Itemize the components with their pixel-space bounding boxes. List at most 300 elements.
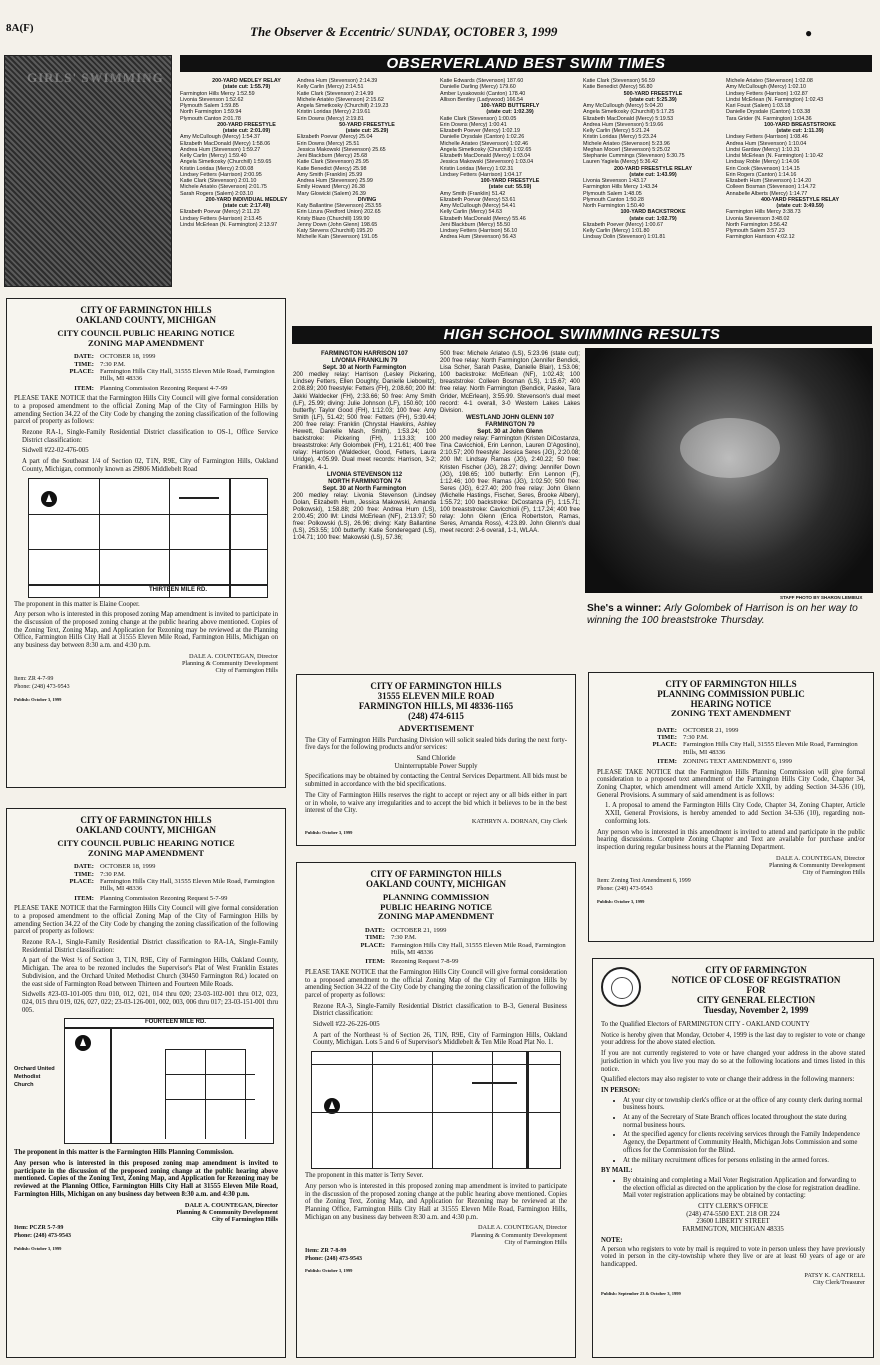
notice-salutation: To the Qualified Electors of FARMINGTON CITY - OAKLAND COUNTY bbox=[601, 1021, 810, 1028]
place-field: PLACE: Farmington Hills City Hall, 31555 Eleven Mile Road, Farmington Hills, MI 48336 bbox=[360, 941, 566, 956]
swim-time-entry: Katie Clark (Stevenson) 56.59 bbox=[583, 78, 655, 84]
swim-times-column-1 bbox=[180, 78, 313, 318]
swim-time-entry: Erin Downs (Mercy) 2:19.81 bbox=[297, 115, 364, 122]
swim-time-entry: Michelle Kain (Stevenson) 191.05 bbox=[297, 234, 378, 241]
bullet-icon: ● bbox=[805, 26, 813, 40]
meet-date: Sept. 30 at North Farmington bbox=[322, 364, 407, 372]
notice-title: CITY OF FARMINGTON HILLS bbox=[80, 815, 212, 825]
swim-time-entry: Amy McCullough (Mercy) 1:54.37 bbox=[180, 134, 260, 141]
swim-time-entry: Angela Simetkosky (Churchill) 1:02.65 bbox=[440, 146, 532, 153]
notice-body: Qualified electors may also register to vote or change their address in the following manners: bbox=[601, 1076, 855, 1084]
notice-body: Notice is hereby given that Monday, October 4, 1999 is the last day to register to vote or change your address for the above stated election. bbox=[601, 1031, 865, 1047]
item-line: Item: ZR 4-7-99 bbox=[14, 676, 54, 683]
swim-time-entry: Andrea Hum (Stevenson) 1:59.27 bbox=[180, 146, 261, 153]
swim-time-entry: Andrea Hum (Stevenson) 25.99 bbox=[297, 178, 373, 184]
swim-time-entry: Colleen Bosman (Stevenson) 1:14.72 bbox=[726, 184, 816, 191]
swim-time-entry: Lauren Yagiela (Mercy) 5:36.42 bbox=[583, 159, 659, 166]
notice-body: PLEASE TAKE NOTICE that the Farmington Hills City Council will give formal consideration to a proposed amendment to the official Zoning Map of the City of Farmington Hills by amending Section 34.22 of the City Code by changing the zoning classification of the following parcel of property as follows: bbox=[14, 395, 278, 426]
swim-time-entry: Tara Grider (N. Farmington) 1:04.36 bbox=[726, 115, 812, 122]
swim-time-entry: Elizabeth Poever (Mercy) 1:00.67 bbox=[583, 221, 663, 228]
swim-time-entry: Lindsay Roble (Mercy) 1:14.06 bbox=[726, 159, 800, 166]
swim-time-entry: Michele Ariatéo (Stevenson) 2:01.75 bbox=[180, 184, 267, 191]
swim-time-entry: Michele Ariateo (Stevenson) 1:02.08 bbox=[726, 78, 813, 84]
swim-time-entry: Amber Lysakowski (Canton) 178.40 bbox=[440, 90, 526, 97]
swim-time-entry: Plymouth Canton 1:50.28 bbox=[583, 196, 644, 203]
swim-time-entry: Lindsey Fetters (Harrison) 1:08.46 bbox=[726, 134, 808, 141]
swim-time-entry: Danielle Darling (Mercy) 179.60 bbox=[440, 84, 516, 91]
swim-time-entry: Elizabeth Hum (Stevenson) 1:14.20 bbox=[726, 178, 812, 184]
church-label: Orchard United Methodist Church bbox=[14, 1066, 55, 1088]
page-header bbox=[0, 0, 880, 52]
event-heading: 400-YARD FREESTYLE RELAY bbox=[760, 196, 840, 203]
zoning-notice-3 bbox=[296, 862, 576, 1358]
map-area bbox=[14, 1018, 278, 1146]
swim-time-entry: Kelly Carlin (Mercy) 2:14.51 bbox=[297, 84, 364, 91]
item-line: Item: ZR 7-8-99 bbox=[305, 1247, 347, 1254]
event-heading: 200-YARD MEDLEY RELAY bbox=[212, 78, 281, 84]
map-road bbox=[65, 1027, 274, 1029]
notice-title: CITY OF FARMINGTON HILLS bbox=[370, 869, 502, 879]
notice-subtitle: OAKLAND COUNTY, MICHIGAN bbox=[366, 879, 506, 889]
phone-line: Phone: (248) 473-9543 bbox=[305, 1255, 362, 1262]
photo-credit: STAFF PHOTO BY SHARON LEMIEUX bbox=[780, 595, 863, 600]
event-heading: (state cut: 25.29) bbox=[345, 128, 389, 134]
time-field: TIME: 7:30 P.M. bbox=[74, 870, 126, 878]
date-field: DATE: OCTOBER 18, 1999 bbox=[73, 353, 156, 361]
notice-heading: FOR bbox=[746, 985, 766, 995]
swim-time-entry: Michele Ariatéo (Stevenson) 2:15.62 bbox=[297, 96, 384, 103]
zoning-notice-1 bbox=[6, 298, 286, 788]
event-heading: 200-YARD INDIVIDUAL MEDLEY bbox=[205, 196, 288, 203]
signature-block: DALE A. COUNTEGAN, Director Planning & Community Development City of Farmington Hills bbox=[181, 652, 278, 675]
notice-body: Specifications may be obtained by contacting the Central Services Department. All bids must be submitted in accordance with the bid specifications. bbox=[305, 773, 567, 789]
caption-text: Arly Golombek of Harrison is on her way to winning the 100 breaststroke Thursday. bbox=[587, 603, 858, 626]
item-field: ITEM: Planning Commission Rezoning Request 5-7-99 bbox=[74, 894, 228, 902]
notice-sidwell: Sidwells #23-03-101-005 thru 010, 012, 021, 014 thru 020; 23-03-102-001 thru 012, 023, 024, 015 thru 019, 026, 027, 022; 23-03-126-001, 002, 003, 006 thru 017; 23-03-151-001 thru 005. bbox=[22, 991, 278, 1014]
notice-heading: ADVERTISEMENT bbox=[398, 723, 474, 733]
swim-time-entry: Lindsi Gardaw (Mercy) 1:10.31 bbox=[726, 146, 800, 153]
map-road-label: FOURTEEN MILE RD. bbox=[145, 1019, 206, 1026]
notice-sidwell: Sidwell #22-26-226-005 bbox=[313, 1021, 380, 1029]
publish-line: Publish: October 3, 1999 bbox=[597, 898, 645, 904]
meet-title: WESTLAND JOHN GLENN 107 bbox=[465, 413, 555, 421]
zoning-map bbox=[311, 1051, 561, 1169]
notice-address: 31555 ELEVEN MILE ROAD bbox=[377, 691, 495, 701]
swim-time-entry: North Farmington 3:56.42 bbox=[726, 221, 788, 228]
swim-time-entry: Erin Lizura (Redford Union) 202.65 bbox=[297, 209, 381, 216]
swim-time-entry: Kristin Loridas (Mercy) 2:19.61 bbox=[297, 109, 371, 116]
swim-time-entry: Amy McCullough (Mercy) 1:02.10 bbox=[726, 84, 806, 91]
item-line: Item: PCZR 5-7-99 bbox=[14, 1225, 64, 1232]
swim-time-entry: Kari Foust (Salem) 1:03.18 bbox=[726, 103, 791, 109]
swim-team-photo bbox=[4, 55, 172, 287]
phone-line: Phone: (248) 473-9543 bbox=[597, 885, 653, 892]
swim-time-entry: Kelly Carlin (Mercy) 1:01.80 bbox=[583, 228, 650, 234]
phone-line: Phone: (248) 473-9543 bbox=[14, 684, 70, 691]
map-road bbox=[99, 479, 100, 598]
notice-subtitle: OAKLAND COUNTY, MICHIGAN bbox=[76, 315, 216, 325]
masthead: The Observer & Eccentric/ SUNDAY, OCTOBER 3, 1999 bbox=[250, 24, 558, 39]
swim-time-entry: Elizabeth Poevar (Mercy) 53.61 bbox=[440, 196, 516, 203]
map-lot-line bbox=[372, 1052, 373, 1169]
city-seal-icon bbox=[601, 967, 641, 1007]
swim-time-entry: Kristy Blazo (Churchill) 199.90 bbox=[297, 215, 370, 222]
notice-proponent: The proponent in this matter is the Farmington Hills Planning Commission. bbox=[14, 1149, 234, 1157]
swim-time-entry: Elizabeth MacDonald (Mercy) 1:58.06 bbox=[180, 140, 271, 147]
swim-time-entry: Amy Smith (Franklin) 25.99 bbox=[297, 171, 363, 178]
swim-time-entry: Erin Downs (Mercy) 1:00.41 bbox=[440, 121, 507, 128]
notice-title: CITY OF FARMINGTON bbox=[705, 965, 807, 975]
event-heading: (state cut: 1:02.79) bbox=[629, 215, 677, 222]
notice-subtitle: PLANNING COMMISSION PUBLIC bbox=[657, 689, 805, 699]
notice-body: The City of Farmington Hills reserves the right to accept or reject any or all bids either in part or in whole, to waive any irregularities and to accept the bid which it believes to be in the best interest of the City. bbox=[305, 791, 567, 815]
map-lot-line bbox=[432, 1052, 433, 1169]
map-road bbox=[526, 1052, 529, 1169]
swim-time-entry: Lindsey Fetters (Harrison) 1:04.17 bbox=[440, 171, 522, 178]
hs-results-banner: HIGH SCHOOL SWIMMING RESULTS bbox=[292, 326, 872, 344]
notice-body: A part of the Southeast 1/4 of Section 02, T1N, R9E, City of Farmington Hills, Oakland County, Michigan, commonly known as 29806 Middlebelt Road bbox=[22, 458, 278, 473]
notice-heading: CITY COUNCIL PUBLIC HEARING NOTICE bbox=[57, 838, 235, 848]
map-lot-line bbox=[165, 1074, 255, 1075]
swim-time-entry: Plymouth Salem 1:59.85 bbox=[180, 103, 239, 109]
notice-proponent: The proponent in this matter is Terry Sever. bbox=[305, 1172, 424, 1180]
swim-time-entry: Livonia Stevenson 3:48.02 bbox=[726, 215, 790, 222]
event-heading: (state cut: 1:43.99) bbox=[629, 171, 677, 178]
event-heading: (state cut: 1:02.39) bbox=[486, 109, 534, 116]
publish-line: Publish: October 3, 1999 bbox=[14, 696, 62, 702]
swim-time-entry: Jessica Makowski (Stevenson) 1:03.04 bbox=[440, 159, 534, 166]
event-heading: 500-YARD FREESTYLE bbox=[623, 90, 683, 97]
signature-block: DALE A. COUNTEGAN, Director Planning & Community Development City of Farmington Hills bbox=[176, 1201, 278, 1223]
swim-time-entry: North Farmington 1:50.40 bbox=[583, 203, 645, 209]
hs-results-column-1 bbox=[293, 350, 436, 690]
notice-body: Rezone RA-3, Single-Family Residential District classification to B-3, General Business District classification: bbox=[313, 1002, 567, 1018]
swim-time-entry: Lindsey Fetters (Harrison) 1:02.87 bbox=[726, 90, 808, 97]
swim-time-entry: Kristin Loridas (Mercy) 1:02.31 bbox=[440, 165, 514, 172]
notice-heading: ZONING TEXT AMENDMENT bbox=[670, 708, 791, 718]
swim-time-entry: Plymouth Salem 3:57.23 bbox=[726, 228, 785, 234]
map-parcel-edge bbox=[472, 1082, 517, 1084]
zoning-map bbox=[64, 1018, 274, 1144]
swim-time-entry: Danielle Drysdale (Canton) 1:03.38 bbox=[726, 109, 811, 116]
event-heading: (state cut: 1:11.39) bbox=[776, 128, 824, 134]
notice-phone: (248) 474-6115 bbox=[408, 711, 464, 721]
swim-time-entry: North Farmington 1:59.94 bbox=[180, 109, 242, 116]
swim-time-entry: Lindsey Fetters (Harrison) 2:00.95 bbox=[180, 171, 262, 178]
event-heading: (state cut: 2:01.09) bbox=[222, 128, 271, 134]
place-field: PLACE: Farmington Hills City Hall, 31555 Eleven Mile Road, Farmington Hills, MI 48336 bbox=[69, 878, 275, 893]
photo-caption bbox=[587, 603, 872, 627]
map-lot-line bbox=[245, 1049, 246, 1139]
map-lot-line bbox=[312, 1112, 561, 1113]
map-road bbox=[169, 479, 170, 598]
notice-body: If you are not currently registered to vote or have changed your address in the above stated jurisdiction in which you live you may do so at the following locations and times listed in this notice. bbox=[601, 1050, 865, 1073]
clerk-address: CITY CLERK'S OFFICE (248) 474-5500 EXT. 218 OR 224 23600 LIBERTY STREET FARMINGTON, MICHIGAN 48335 bbox=[682, 1203, 784, 1234]
list-item: • At the military recruitment offices for persons enlisting in the armed forces. bbox=[623, 1157, 865, 1165]
swim-time-entry: Kelly Carlin (Mercy) 5:21.24 bbox=[583, 128, 650, 134]
swim-time-entry: Farmington Hills Mercy 3:38.73 bbox=[726, 209, 801, 216]
event-heading: 200-YARD FREESTYLE RELAY bbox=[613, 165, 693, 172]
notice-title: CITY OF FARMINGTON HILLS bbox=[370, 681, 502, 691]
swim-time-entry: Meghan Mocerl (Stevenson) 5:25.02 bbox=[583, 146, 671, 153]
event-heading: (state cut: 3:49.59) bbox=[776, 203, 824, 209]
meet-results: 200 medley relay: Farmington (Kristen DiCostanza, Tina Cavicchioli, Erin Lennon, Lauren D'Agostino), 2:10.57; 200 freestyle: Jessica Seres (JG), 2:20.08; 200 IM: Lindsay Ramas (JG), 2:40.22; 50 free: Kristen Fischer (JG), 28.27; diving: Jennifer Down (JG), 198.65; 100 butterfly: Erin Lennon (F), 1:12.46; 100 free: Ramas (JG), 1:02.50; 500 free: Seres (JG), 6:27.40; 200 free relay: John Glenn (Michelle Hastings, Fischer, Seres, Brooke Albery), 1:55.72; 100 backstroke: DiCostanza (F), 1:15.71; 100 breaststroke: Cavicchioli (F), 1:17.24; 400 free relay: John Glenn (Erica Robertston, Ramas, Seres, Amanda Ross), 4:23.89. John Glenn's dual meet record: 2-6 overall, 1-1, WLAA. bbox=[440, 435, 580, 535]
swim-time-entry: Annabelle Alberts (Mercy) 1:14.77 bbox=[726, 190, 808, 197]
swim-time-entry: Lindsay Dolin (Stevenson) 1:01.81 bbox=[583, 234, 666, 241]
swim-time-entry: Farmington Harrison 4:02.12 bbox=[726, 234, 795, 241]
swim-time-entry: Jeni Blackburn (Mercy) 55.50 bbox=[440, 221, 511, 228]
item-field: ITEM: Rezoning Request 7-8-99 bbox=[365, 958, 459, 966]
swim-time-entry: Jeni Blackburn (Mercy) 25.68 bbox=[297, 153, 368, 159]
place-field: PLACE: Farmington Hills City Hall, 31555 Eleven Mile Road, Farmington Hills, MI 48336 bbox=[69, 368, 275, 383]
splash-highlight bbox=[680, 418, 780, 478]
event-heading: (state cut: 55.59) bbox=[488, 184, 532, 191]
swim-time-entry: Elizabeth Poever (Mercy) 1:02.19 bbox=[440, 128, 520, 134]
phone-line: Phone: (248) 473-9543 bbox=[14, 1232, 71, 1239]
swim-time-entry: Jenny Down (John Glenn) 198.65 bbox=[297, 221, 378, 228]
notice-sidwell: Sidwell #22-02-476-005 bbox=[22, 447, 89, 455]
notice-heading: ZONING MAP AMENDMENT bbox=[87, 847, 204, 858]
photo-overlay-text: GIRLS' SWIMMING bbox=[27, 70, 164, 85]
event-heading: 100-YARD FREESTYLE bbox=[480, 178, 540, 184]
meet-title: FARMINGTON 79 bbox=[485, 420, 535, 428]
notice-body: Any person who is interested in this amendment is invited to attend and participate in the public hearing discussions. Complete Zoning Chapter and Text are available for purchase and/or inspection during regular business hours at the Planning Department. bbox=[597, 828, 865, 851]
notice-body: A person who registers to vote by mail is required to vote in person unless they have previously voted in person in the city-township where they live or are at least 60 years of age or are handicapped. bbox=[601, 1245, 865, 1268]
swim-time-entry: Andrea Hum (Stevenson) 2:14.39 bbox=[297, 78, 378, 84]
map-road-label: THIRTEEN MILE RD. bbox=[149, 586, 207, 593]
swim-time-entry: Livonia Stevenson 1:43.17 bbox=[583, 178, 647, 184]
swim-time-entry: Kelly Carlin (Mercy) 54.63 bbox=[440, 209, 503, 216]
swim-time-entry: Katie Clark (Stevenson) 1:00.05 bbox=[440, 115, 517, 122]
swim-time-entry: Elizabeth MacDonald (Mercy) 5:19.53 bbox=[583, 115, 674, 122]
section-heading: IN PERSON: bbox=[601, 1086, 641, 1094]
swim-time-entry: Plymouth Canton 2:01.78 bbox=[180, 115, 241, 122]
time-field: TIME: 7:30 P.M. bbox=[74, 360, 126, 368]
election-date: Tuesday, November 2, 1999 bbox=[703, 1005, 809, 1015]
swim-time-entry: Katie Clark (Stevenson) 25.95 bbox=[297, 159, 369, 166]
notice-body: PLEASE TAKE NOTICE that the Farmington Hills Planning Commission will give formal consideration to a proposed text amendment of the Farmington Hills City Code, Chapter 34, Zoning Chapter, which amendment will amend Article XXII, by adding Section 34-536 (10), General Provisions. A summary of said amendment is as follows: bbox=[597, 768, 865, 799]
signature-block: KATHRYN A. DORNAN, City Clerk bbox=[471, 817, 567, 825]
swim-time-entry: Angela Simetkosky (Churchill) 5:17.25 bbox=[583, 109, 675, 116]
swim-time-entry: Kristin Loridas (Mercy) 5:23.24 bbox=[583, 134, 657, 141]
map-lot-line bbox=[165, 1049, 166, 1139]
swim-time-entry: Elizabeth Poevar (Mercy) 2:11.23 bbox=[180, 209, 260, 216]
swim-times-column-5 bbox=[726, 78, 874, 318]
swim-time-entry: Plymouth Salem 1:48.05 bbox=[583, 190, 642, 197]
notice-body: Rezone RA-1, Single-Family Residential District classification to RA-1A, Single-Family Residential District classification: bbox=[22, 939, 278, 954]
notice-address: FARMINGTON HILLS, MI 48336-1165 bbox=[358, 701, 514, 711]
notice-heading: ZONING MAP AMENDMENT bbox=[377, 911, 494, 922]
by-mail-list bbox=[623, 1177, 865, 1200]
bid-item: Sand Chloride bbox=[416, 755, 456, 762]
meet-results: 200 medley relay: Livonia Stevenson (Lindsey Dolan, Elizabeth Hum, Jessica Makowski, Amanda Polkowski), 1:58.88; 200 free: Andrea Hum (LS), 2:00.45; 200 IM: Lindsi McErlean (NF), 2:13.97; 50 free: Polkowski (LS), 26.96; diving: Katy Ballantine (LS), 253.55; 100 butterfly: Katie Sonderegard (LS), 1:04.71; 100 free: Makowski (LS), 57.36; bbox=[293, 491, 436, 542]
notice-body: Rezone RA-1, Single-Family Residential District classification to OS-1, Office Service District classification: bbox=[22, 429, 278, 444]
zoning-notice-2 bbox=[6, 808, 286, 1358]
meet-results: 500 free: Michele Ariateo (LS), 5:23.96 (state cut); 200 free relay: North Farmington (Jennifer Bendick, Lisa Scher, Sarah Paske, Danielle Blair), 1:53.06; 100 backstroke: McErlean (NF), 1:02.43; 100 breaststroke: Colleen Bosman (LS), 1:15.67; 400 free relay: North Farmington (Bendick, Paske, Tara Grider, McErlean), 3:55.99. Stevenson's dual meet record: 4-1 overall, 3-0 Western Lakes Lakes Division. bbox=[440, 350, 580, 414]
item-field: ITEM: ZONING TEXT AMENDMENT 6, 1999 bbox=[657, 758, 792, 766]
swim-time-entry: Elizabeth MacDonald (Mercy) 1:03.04 bbox=[440, 153, 531, 159]
swim-time-entry: Katie Edwards (Stevenson) 187.60 bbox=[440, 78, 524, 84]
swim-time-entry: Amy Smith (Franklin) 51.42 bbox=[440, 190, 506, 197]
swim-time-entry: Allison Bentley (Ladywood) 166.54 bbox=[440, 96, 524, 103]
swim-time-entry: Andrea Hum (Stevenson) 56.43 bbox=[440, 234, 516, 241]
notice-subtitle: HEARING NOTICE bbox=[690, 699, 772, 709]
event-heading: 50-YARD FREESTYLE bbox=[339, 121, 395, 128]
notice-body: A part of the Northeast ¼ of Section 26, T1N, R9E, City of Farmington Hills, Oakland County, Michigan. Lots 5 and 6 of Supervisor's Middlebelt & Ten Mile Road Plat No. 1. bbox=[313, 1031, 567, 1047]
event-heading: DIVING bbox=[357, 196, 377, 203]
swim-time-entry: Mary Glowicki (Salem) 26.39 bbox=[297, 190, 366, 197]
swim-time-entry: Elizabeth Poevar (Mercy) 25.04 bbox=[297, 134, 373, 141]
signature-block: PATSY K. CANTRELL City Clerk/Treasurer bbox=[804, 1271, 865, 1286]
publish-line: Publish: September 23 & October 3, 1999 bbox=[601, 1291, 681, 1297]
meet-results: 200 medley relay: Harrison (Lesley Pickering, Lindsey Fetters, Ellen Doughty, Danielle Liebowitz), 2:08.89; 200 freestyle: Fetters (FH), 2:08.60; 200 IM: Jakki Waldecker (FH), 2:33.66; 50 free: Amy Smith (LF), 25.99; diving: Julie Johnson (LF), 150.60; 100 butterfly: Taylor Good (FH), 1:12.03; 100 free: Amy Smith (LF), 51.42; 500 free: Fetters (FH), 5:39.44; 200 free relay: Franklin (Chrystal Hawkins, Ashley Hewett, Danielle Mash, Smith), 1:53.24; 100 backstroke: Pickering (FH), 1:13.33; 100 breaststroke: Arly Golombek (FH), 1:21.61; 400 free relay: Harrison (Waldecker, Good, Fetters, Laura Uridge), 4:05.99. Dual meet records: Harrison, 3-2; Franklin, 4-1. bbox=[293, 371, 436, 471]
meet-title: FARMINGTON HARRISON 107 bbox=[321, 350, 408, 357]
event-heading: 100-YARD BACKSTROKE bbox=[620, 209, 686, 216]
notice-heading: PUBLIC HEARING NOTICE bbox=[380, 901, 492, 912]
publish-line: Publish: October 3, 1999 bbox=[305, 1268, 353, 1274]
map-lot-line bbox=[29, 514, 268, 515]
swim-time-entry: Katie Clark (Stevenson) 2:14.99 bbox=[297, 90, 374, 97]
map-lot-line bbox=[312, 1064, 561, 1065]
map-lot-line bbox=[205, 1049, 206, 1139]
swim-time-entry: Lindsey Fetters (Harrison) 56.10 bbox=[440, 228, 518, 234]
swim-time-entry: Erin Downs (Mercy) 25.51 bbox=[297, 140, 360, 147]
notice-body: A part of the West ½ of Section 3, T1N, R9E, City of Farmington Hills, Oakland County, Michigan. The area to be rezoned includes the Supervisor's Plat of West Franklin Estates Subdivision, and the Orchard United Methodist Church (30450 Farmington Rd.) located on the east side of Farmington Road between Thirteen and Fourteen Mile Roads. bbox=[22, 957, 278, 988]
swim-time-entry: Katy Stevens (Churchill) 195.20 bbox=[297, 228, 373, 234]
election-notice bbox=[592, 958, 874, 1358]
signature-block: DALE A. COUNTEGAN, Director Planning & Community Development City of Farmington Hills bbox=[470, 1224, 567, 1246]
notice-body: Any person who is interested in this proposed zoning map amendment is invited to participate in the discussion of the proposed zoning change at the public hearing above mentioned. Copies of the Zoning Text, Zoning Map, and Application for Rezoning may be reviewed at the Planning Office, Farmington Hills City Hall at 31555 Eleven Mile Road, Farmington Hills, Michigan on any business day between 8:30 a.m. and 4:30 p.m. bbox=[305, 1182, 567, 1221]
swim-time-entry: Jessica Makowski (Stevenson) 25.65 bbox=[297, 146, 386, 153]
notice-heading: CITY GENERAL ELECTION bbox=[696, 995, 816, 1005]
swim-time-entry: Erin Rogers (Canton) 1:14.16 bbox=[726, 171, 797, 178]
swim-time-entry: Kelly Carlin (Mercy) 1:59.40 bbox=[180, 153, 247, 159]
swim-time-entry: Katy Ballantine (Stevenson) 253.55 bbox=[297, 203, 382, 209]
swim-time-entry: Katie Benedict (Mercy) 25.98 bbox=[297, 165, 367, 172]
notice-body: The City of Farmington Hills Purchasing Division will solicit sealed bids during the next forty-five days for the following products and/or services: bbox=[305, 736, 567, 752]
map-parcel-edge bbox=[179, 497, 219, 499]
zoning-map bbox=[28, 478, 268, 598]
swim-time-entry: Kristin Loridas (Mercy) 2:00.08 bbox=[180, 165, 254, 172]
swim-time-entry: Andrea Hum (Stevenson) 1:10.04 bbox=[726, 140, 807, 147]
swim-time-entry: Angela Simetkosky (Churchill) 2:19.23 bbox=[297, 103, 389, 109]
notice-body: PLEASE TAKE NOTICE that the Farmington Hills City Council will give formal consideration to a proposed amendment to the official Zoning Map of the City of Farmington Hills by amending Section 34.22 of the City Code by changing the zoning classification of the following parcel of property as follows: bbox=[14, 905, 278, 936]
swim-time-entry: Elizabeth MacDonald (Mercy) 55.46 bbox=[440, 215, 526, 222]
map-road bbox=[229, 479, 231, 598]
swim-time-entry: Sarah Rogers (Salem) 2:03.10 bbox=[180, 190, 254, 197]
notice-proponent: The proponent in this matter is Elaine Cooper. bbox=[14, 600, 140, 608]
meet-title: LIVONIA STEVENSON 112 bbox=[326, 470, 403, 478]
publish-line: Publish: October 3, 1999 bbox=[305, 830, 353, 836]
time-field: TIME: 7:30 P.M. bbox=[365, 934, 417, 942]
list-item: • At the specified agency for clients receiving services through the Family Independence Agency, the Department of Community Health, Michigan Jobs Commission and some offices for the Commission for the Blind. bbox=[623, 1131, 865, 1154]
in-person-list bbox=[623, 1097, 865, 1165]
swim-times-column-4 bbox=[583, 78, 723, 318]
swim-time-entry: Katie Clark (Stevenson) 2:01.10 bbox=[180, 178, 257, 184]
meet-title: NORTH FARMINGTON 74 bbox=[328, 477, 401, 485]
page-number: 8A(F) bbox=[6, 22, 34, 34]
bid-item: Uninterruptable Power Supply bbox=[394, 762, 478, 770]
list-item: • At any of the Secretary of State Branch offices located throughout the state during normal business hours. bbox=[623, 1114, 865, 1129]
swim-time-entry: Amy McCullough (Mercy) 54.41 bbox=[440, 203, 516, 209]
date-field: DATE: OCTOBER 21, 1999 bbox=[656, 726, 739, 734]
notice-title: CITY OF FARMINGTON HILLS bbox=[665, 679, 797, 689]
event-heading: (state cut: 5:25.39) bbox=[629, 96, 677, 103]
notice-body: Any person who is interested in this proposed zoning Map amendment is invited to participate in the discussion of the proposed zoning change at the public hearing above mentioned. Copies of the Zoning Text, Zoning Map, and Application for Rezoning may be reviewed at the Planning Office, Farmington Hills City Hall at 31555 Eleven Mile Road, Farmington Hills, Michigan on any business day between 8:30 a.m. and 4:30 p.m. bbox=[14, 611, 278, 650]
event-heading: 100-YARD BREASTSTROKE bbox=[764, 121, 836, 128]
time-field: TIME: 7:30 P.M. bbox=[657, 734, 709, 741]
event-heading: 100-YARD BUTTERFLY bbox=[480, 103, 540, 109]
swim-time-entry: Katie Benedict (Mercy) 56.80 bbox=[583, 84, 653, 91]
notice-body: Any person who is interested in this proposed zoning map amendment is invited to participate in the discussion of the proposed zoning change at the public hearing above mentioned. Copies of the Zoning Text, Zoning Map, and Application for Rezoning may be reviewed at the Planning Office, Farmington Hills City Hall at 31555 Eleven Mile Road, Farmington Hills, Michigan on any business day between 8:30 a.m. and 4:30 p.m. bbox=[14, 1160, 278, 1198]
swim-time-entry: Farmington Hills Mercy 1:43.34 bbox=[583, 184, 658, 191]
swim-time-entry: Danielle Drysdale (Canton) 1:02.26 bbox=[440, 134, 525, 141]
map-lot-line bbox=[492, 1052, 493, 1169]
date-field: DATE: OCTOBER 18, 1999 bbox=[73, 863, 156, 871]
swim-time-entry: Lindsi McErlean (N. Farmington) 1:02.43 bbox=[726, 96, 824, 103]
map-road bbox=[110, 1027, 112, 1144]
notice-body: 1. A proposal to amend the Farmington Hills City Code, Chapter 34, Zoning Chapter, Article XXII, General Provisions, is hereby amended to add Section 34-536 (10), regarding non-conforming lots. bbox=[605, 802, 865, 825]
swim-time-entry: Amy McCullough (Mercy) 5:04.20 bbox=[583, 103, 663, 109]
event-heading: (state cut: 1:55.79) bbox=[222, 84, 271, 91]
notice-body: PLEASE TAKE NOTICE that the Farmington Hills City Council will give formal consideration to a proposed amendment to the official Zoning Map of the City of Farmington Hills by amending Section 34.22 of the City Code by changing the zoning classification of the following parcel of property as follows: bbox=[305, 968, 567, 999]
swim-time-entry: Farmington Hills Mercy 1:52.59 bbox=[180, 90, 255, 97]
list-item: • At your city or township clerk's office or at the office of any county clerk during normal business hours. bbox=[623, 1097, 865, 1112]
event-heading: (state cut: 2:17.49) bbox=[222, 203, 271, 209]
swim-time-entry: Lindsi McErlean (N. Farmington) 1:10.42 bbox=[726, 153, 824, 159]
notice-title: CITY OF FARMINGTON HILLS bbox=[80, 305, 212, 315]
swim-time-entry: Lindsey Fetters (Harrison) 2:13.45 bbox=[180, 215, 262, 222]
bid-advertisement bbox=[296, 674, 576, 846]
item-line: Item: Zoning Text Amendment 6, 1999 bbox=[597, 878, 691, 885]
meet-title: LIVONIA FRANKLIN 79 bbox=[331, 357, 398, 365]
item-field: ITEM: Planning Commission Rezoning Request 4-7-99 bbox=[74, 384, 228, 392]
meet-date: Sept. 30 at North Farmington bbox=[322, 484, 407, 492]
meet-date: Sept. 30 at John Glenn bbox=[477, 428, 543, 436]
event-heading: 200-YARD FREESTYLE bbox=[217, 121, 276, 128]
notice-heading: ZONING MAP AMENDMENT bbox=[87, 337, 204, 348]
swim-time-entry: Lindsi McErlean (N. Farmington) 2:13.97 bbox=[180, 221, 278, 228]
publish-line: Publish: October 3, 1999 bbox=[14, 1245, 62, 1251]
swim-time-entry: Michele Ariateo (Stevenson) 5:23.96 bbox=[583, 140, 670, 147]
swim-time-entry: Emily Howard (Mercy) 26.38 bbox=[297, 184, 365, 191]
hs-results-column-2 bbox=[440, 350, 580, 690]
list-item: • By obtaining and completing a Mail Voter Registration Application and forwarding to the election official as directed on the application by the close for registration deadline. Mail voter registration applications may be obtained by contacting: bbox=[623, 1177, 865, 1200]
swim-time-entry: Michelle Ariateo (Stevenson) 1:02.46 bbox=[440, 140, 529, 147]
swim-time-entry: Angela Simetkosky (Churchill) 1:59.65 bbox=[180, 159, 272, 166]
signature-block: DALE A. COUNTEGAN, Director Planning & Community Development City of Farmington Hills bbox=[768, 854, 865, 877]
place-field: PLACE: Farmington Hills City Hall, 31555 Eleven Mile Road, Farmington Hills, MI 48336 bbox=[652, 741, 858, 756]
swim-time-entry: Livonia Stevenson 1:52.62 bbox=[180, 96, 244, 103]
zoning-text-notice bbox=[588, 672, 874, 942]
north-arrow-icon bbox=[41, 491, 57, 507]
swim-times-column-2 bbox=[297, 78, 437, 318]
map-lot-line bbox=[165, 1099, 255, 1100]
notice-heading: PLANNING COMMISSION bbox=[382, 892, 490, 902]
notice-heading: CITY COUNCIL PUBLIC HEARING NOTICE bbox=[57, 328, 235, 338]
swimmer-photo bbox=[585, 348, 873, 593]
swim-times-banner: OBSERVERLAND BEST SWIM TIMES bbox=[180, 55, 872, 72]
date-field: DATE: OCTOBER 21, 1999 bbox=[364, 926, 447, 934]
notice-heading: NOTICE OF CLOSE OF REGISTRATION bbox=[671, 975, 841, 985]
swim-time-entry: Andrea Hum (Stevenson) 5:19.66 bbox=[583, 121, 664, 128]
swim-times-column-3 bbox=[440, 78, 580, 318]
swim-time-entry: Erin Cook (Stevenson) 1:14.15 bbox=[726, 165, 800, 172]
caption-lead: She's a winner: bbox=[587, 603, 662, 614]
map-lot-line bbox=[29, 549, 268, 550]
notice-subtitle: OAKLAND COUNTY, MICHIGAN bbox=[76, 825, 216, 835]
swim-time-entry: Stephanie Cummings (Stevenson) 5:30.75 bbox=[583, 153, 685, 159]
